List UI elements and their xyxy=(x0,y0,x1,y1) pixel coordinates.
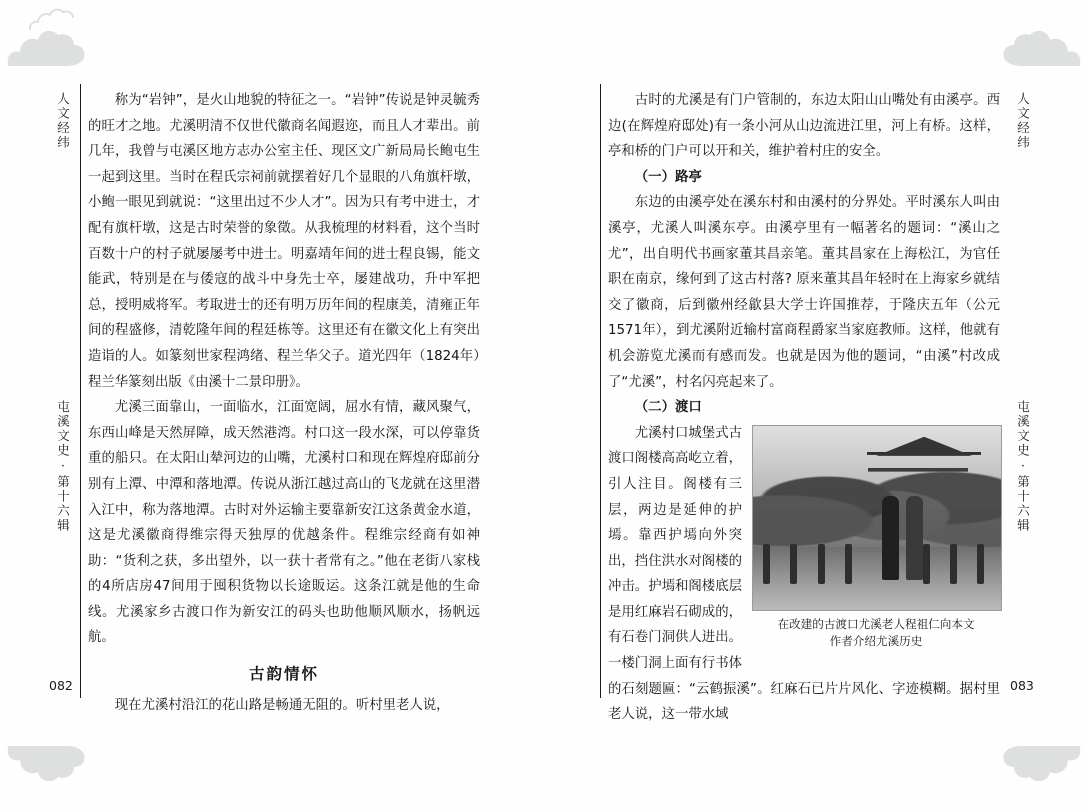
left-page-text-column xyxy=(88,88,480,718)
figure-caption-line-2: 作者介绍尤溪历史 xyxy=(829,633,923,648)
paragraph: 尤溪三面靠山，一面临水，江面宽阔，屈水有情，藏风聚气，东西山峰是天然屏障，成天然港湾。村口这一段水深，可以停靠货重的船只。在太阳山辇河边的山嘴，尤溪村口和现在辉煌府邸前分别有上潭、中潭和落地潭。传说从浙江越过高山的飞龙就在这里潜入江中，称为落地潭。古时对外运输主要靠新安江这条黄金水道，这是尤溪徽商得维宗得天独厚的优越条件。程维宗经商有如神助：“货利之获，多出望外，以一获十者常有之。”他在老街八家栈的4所店房47间用于囤积货物以长途販运。这条江就是他的生命线。尤溪家乡古渡口作为新安江的码头也助他顺风顺水，扬帆远航。 xyxy=(88,400,480,646)
photo-stone-posts xyxy=(763,544,991,584)
cloud-ornament-icon xyxy=(988,736,1084,808)
right-page-vertical-rule xyxy=(600,84,601,698)
paragraph: 古时的尤溪是有门户管制的，东边太阳山山嘴处有由溪亭。西边(在辉煌府邸处)有一条小河从山边流进江里，河上有桥。这样，亭和桥的门户可以开和关，维护着村庄的安全。 xyxy=(608,93,1000,160)
running-head-right-top: 人文经纬 xyxy=(1015,92,1031,150)
cloud-ornament-icon xyxy=(4,736,100,808)
running-head-left-top: 人文经纬 xyxy=(55,92,71,150)
section-heading: 古韵情怀 xyxy=(248,664,319,684)
figure-caption xyxy=(752,616,1000,650)
subsection-heading-1: （一）路亭 xyxy=(634,169,702,185)
running-head-left-bottom: 屯溪文史·第十六辑 xyxy=(55,400,71,533)
photo-two-people xyxy=(882,496,936,581)
page-number-left: 082 xyxy=(49,678,73,693)
figure-block xyxy=(752,425,1000,650)
paragraph: 尤溪村口城堡式古渡口阁楼高高屹立着，引人注目。阁楼有三层，两边是延伸的护墕。靠西护墕向外突出，挡住洪水对阁楼的冲击。护墕和阁楼底层是用红麻岩石砌成的，有石卷门洞供人进出。一楼门洞上面有行书体的石刻题匾：“云鹤振溪”。红麻石已片片风化、字迹模糊。据村里老人说，这一带水域 xyxy=(608,425,1000,723)
subsection-heading-2: （二）渡口 xyxy=(634,400,702,416)
paragraph: 称为“岩钟”，是火山地貌的特征之一。“岩钟”传说是钟灵毓秀的旺才之地。尤溪明清不仅世代徽商名闻遐迩，而且人才辈出。前几年，我曾与屯溪区地方志办公室主任、现区文广新局局长鲍屯生一起到这里。当时在程氏宗祠前就摆着好几个显眼的八角旗杆墩，小鲍一眼见到就说：“这里出过不少人才”。因为只有考中进士，才配有旗杆墩，这是古时荣誉的象徵。从我梳理的材料看，这个当时百数十户的村子就屡屡考中进士。明嘉靖年间的进士程良锡，能文能武，特别是在与倭寇的战斗中身先士卒，屡建战功，升中军把总，授明威将军。考取进士的还有明万历年间的程康美，清雍正年间的程盛修，清乾隆年间的程廷栋等。这里还有在徽文化上有突出造诣的人。如篆刻世家程鸿绪、程兰华父子。道光四年（1824年）程兰华篆刻出版《由溪十二景印册》。 xyxy=(88,93,480,390)
right-page-text-column xyxy=(608,88,1000,728)
cloud-ornament-icon xyxy=(4,4,100,76)
paragraph: 现在尤溪村沿江的花山路是畅通无阻的。听村里老人说， xyxy=(114,697,450,713)
old-ferry-photo xyxy=(752,425,1002,611)
paragraph: 东边的由溪亭处在溪东村和由溪村的分界处。平时溪东人叫由溪亭，尤溪人叫溪东亭。由溪亭里有一幅著名的题词：“溪山之尤”，出自明代书画家董其昌亲笔。董其昌家在上海松江，为官任职在南京，缘何到了这古村落? 原来董其昌年轻时在上海家乡就结交了徽商，后到徽州经歙县大学士许国推荐，于隆庆五年（公元1571年），到尤溪附近输村富商程爵家当家庭教师。这样，他就有机会游览尤溪而有感而发。也就是因为他的题词，“由溪”村改成了“尤溪”，村名闪亮起来了。 xyxy=(608,195,1000,390)
left-page-vertical-rule xyxy=(80,84,81,698)
cloud-ornament-icon xyxy=(988,4,1084,76)
page-number-right: 083 xyxy=(1010,678,1034,693)
figure-caption-line-1: 在改建的古渡口尤溪老人程祖仁向本文 xyxy=(777,616,975,631)
running-head-right-bottom: 屯溪文史·第十六辑 xyxy=(1015,400,1031,533)
